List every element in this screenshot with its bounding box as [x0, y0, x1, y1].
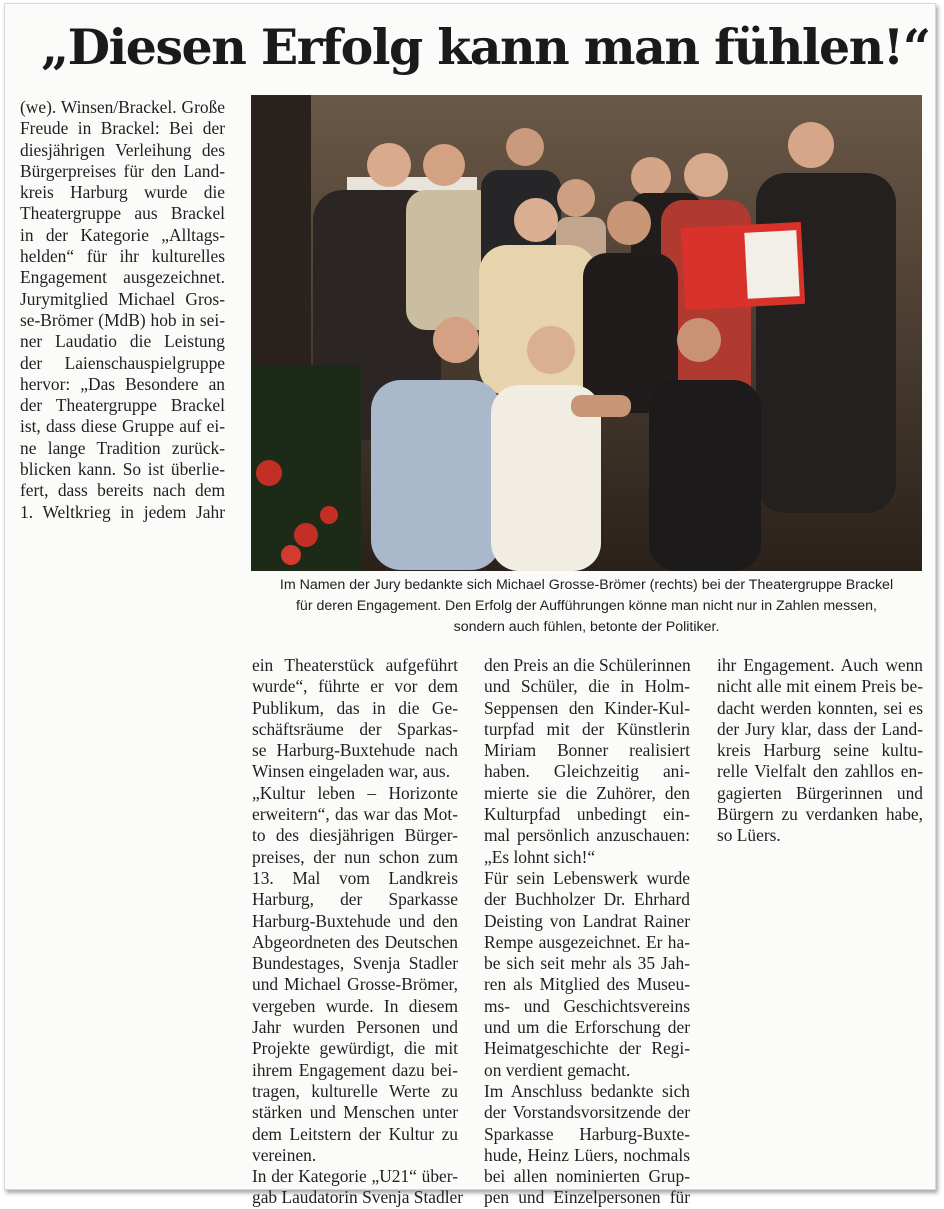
- text-line: be sich seit mehr als 35 Jah-: [484, 953, 690, 974]
- text-line: se-Brömer (MdB) hob in sei-: [20, 309, 225, 330]
- text-line: se Harburg-Buxtehude nach: [252, 740, 458, 761]
- text-line: Rempe ausgezeichnet. Er ha-: [484, 931, 690, 952]
- text-line: gab Laudatorin Svenja Stadler: [252, 1187, 464, 1208]
- flower-bouquet: [251, 365, 361, 571]
- article-column-1: [20, 97, 225, 523]
- text-line: Abgeordneten des Deutschen: [252, 931, 458, 952]
- text-line: Winsen eingeladen war, aus.: [252, 761, 451, 782]
- text-line: mal persönlich anzuschauen:: [484, 825, 690, 846]
- text-line: ren als Mitglied des Museu-: [484, 974, 690, 995]
- text-line: haben. Gleichzeitig ani-: [484, 761, 690, 782]
- text-line: 1. Weltkrieg in jedem Jahr: [20, 501, 225, 522]
- text-line: Seppensen den Kinder-Kul-: [484, 697, 690, 718]
- article-column-2: [252, 655, 464, 1209]
- text-line: Jurymitglied Michael Gros-: [20, 288, 225, 309]
- text-line: Harburg, der Sparkasse: [252, 889, 458, 910]
- text-line: vereinen.: [252, 1144, 317, 1165]
- text-line: hude, Heinz Lüers, nochmals: [484, 1144, 690, 1165]
- text-line: der Vorstandsvorsitzende der: [484, 1102, 690, 1123]
- text-line: und Schüler, die in Holm-: [484, 676, 690, 697]
- text-line: Harburg-Buxtehude und den: [252, 910, 458, 931]
- text-line: der Theatergruppe Brackel: [20, 395, 225, 416]
- text-line: Jahr wurden Personen und: [252, 1017, 458, 1038]
- text-line: Projekte gewürdigt, die mit: [252, 1038, 458, 1059]
- text-line: 13. Mal vom Landkreis: [252, 867, 458, 888]
- text-line: Freude in Brackel: Bei der: [20, 118, 225, 139]
- text-line: ne lange Tradition zurück-: [20, 437, 225, 458]
- text-line: to des diesjährigen Bürger-: [252, 825, 458, 846]
- text-line: kreis Harburg wurde die: [20, 182, 225, 203]
- text-line: den Preis an die Schülerinnen: [484, 655, 691, 675]
- text-line: Deisting von Landrat Rainer: [484, 910, 690, 931]
- text-line: ihrem Engagement dazu bei-: [252, 1059, 458, 1080]
- text-line: hervor: „Das Besondere an: [20, 373, 225, 394]
- text-line: ist, dass diese Gruppe auf ei-: [20, 416, 225, 437]
- text-line: Kulturpfad unbedingt ein-: [484, 804, 690, 825]
- text-line: ein Theaterstück aufgeführt: [252, 655, 458, 675]
- text-line: wurde“, führte er vor dem: [252, 676, 458, 697]
- text-line: der Buchholzer Dr. Ehrhard: [484, 889, 690, 910]
- award-photo: [251, 95, 922, 571]
- text-line: In der Kategorie „U21“ über-: [252, 1166, 458, 1187]
- text-line: Miriam Bonner realisiert: [484, 740, 690, 761]
- text-line: gagierten Bürgerinnen und: [717, 782, 923, 803]
- photo-caption: [251, 575, 922, 638]
- article-column-3: [484, 655, 690, 1209]
- text-line: blicken kann. So ist überlie-: [20, 459, 225, 480]
- text-line: diesjährigen Verleihung des: [20, 139, 225, 160]
- text-line: Theatergruppe aus Brackel: [20, 203, 225, 224]
- text-line: Publikum, das in die Ge-: [252, 697, 458, 718]
- text-line: on verdient gemacht.: [484, 1059, 631, 1080]
- text-line: tragen, kulturelle Werte zu: [252, 1080, 458, 1101]
- text-line: Im Anschluss bedankte sich: [484, 1080, 690, 1101]
- text-line: preises, der nun schon zum: [252, 846, 458, 867]
- text-line: in der Kategorie „Alltags-: [20, 224, 225, 245]
- text-line: Für sein Lebenswerk wurde: [484, 867, 690, 888]
- caption-line: sondern auch fühlen, betonte der Politiker.: [453, 619, 720, 635]
- text-line: und um die Erforschung der: [484, 1017, 690, 1038]
- text-line: „Kultur leben – Horizonte: [252, 782, 458, 803]
- text-line: Bürgerpreises für den Land-: [20, 160, 225, 181]
- award-photo-illustration: [251, 95, 922, 571]
- text-line: bei allen nominierten Grup-: [484, 1166, 690, 1187]
- text-line: fert, dass bereits nach dem: [20, 480, 225, 501]
- text-line: Engagement ausgezeichnet.: [20, 267, 225, 288]
- text-line: nicht alle mit einem Preis be-: [717, 676, 923, 697]
- text-line: Bürgern zu verdanken habe,: [717, 804, 923, 825]
- text-line: vergeben wurde. In diesem: [252, 995, 458, 1016]
- headline: „Diesen Erfolg kann man fühlen!“: [41, 18, 930, 76]
- text-line: erweitern“, das war das Mot-: [252, 804, 458, 825]
- text-line: ner Laudatio die Leistung: [20, 331, 225, 352]
- text-line: pen und Einzelpersonen für: [484, 1187, 690, 1208]
- text-line: Bundestages, Svenja Stadler: [252, 953, 458, 974]
- text-line: so Lüers.: [717, 825, 781, 846]
- caption-line: Im Namen der Jury bedankte sich Michael Grosse-Brömer (rechts) bei der Theatergruppe Brackel: [279, 577, 894, 593]
- text-line: und Michael Grosse-Brömer,: [252, 974, 458, 995]
- text-line: schäftsräume der Sparkas-: [252, 718, 458, 739]
- text-line: turpfad mit der Künstlerin: [484, 718, 690, 739]
- text-line: Sparkasse Harburg-Buxte-: [484, 1123, 690, 1144]
- text-line: mierte sie die Zuhörer, den: [484, 782, 690, 803]
- text-line: relle Vielfalt den zahllos en-: [717, 761, 923, 782]
- text-line: der Jury klar, dass der Land-: [717, 718, 923, 739]
- text-line: ihr Engagement. Auch wenn: [717, 655, 923, 675]
- text-line: helden“ für ihr kulturelles: [20, 246, 225, 267]
- text-line: stärken und Menschen unter: [252, 1102, 458, 1123]
- text-line: „Es lohnt sich!“: [484, 846, 596, 867]
- text-line: (we). Winsen/Brackel. Große: [20, 97, 225, 117]
- article-column-4: [717, 655, 923, 847]
- text-line: dem Leitstern der Kultur zu: [252, 1123, 458, 1144]
- text-line: Heimatgeschichte der Regi-: [484, 1038, 690, 1059]
- caption-line: für deren Engagement. Den Erfolg der Aufführungen könne man nicht nur in Zahlen messen,: [295, 598, 877, 614]
- text-line: kreis Harburg seine kultu-: [717, 740, 923, 761]
- text-line: der Laienschauspielgruppe: [20, 352, 225, 373]
- text-line: dacht werden konnten, sei es: [717, 697, 923, 718]
- text-line: ms- und Geschichtsvereins: [484, 995, 690, 1016]
